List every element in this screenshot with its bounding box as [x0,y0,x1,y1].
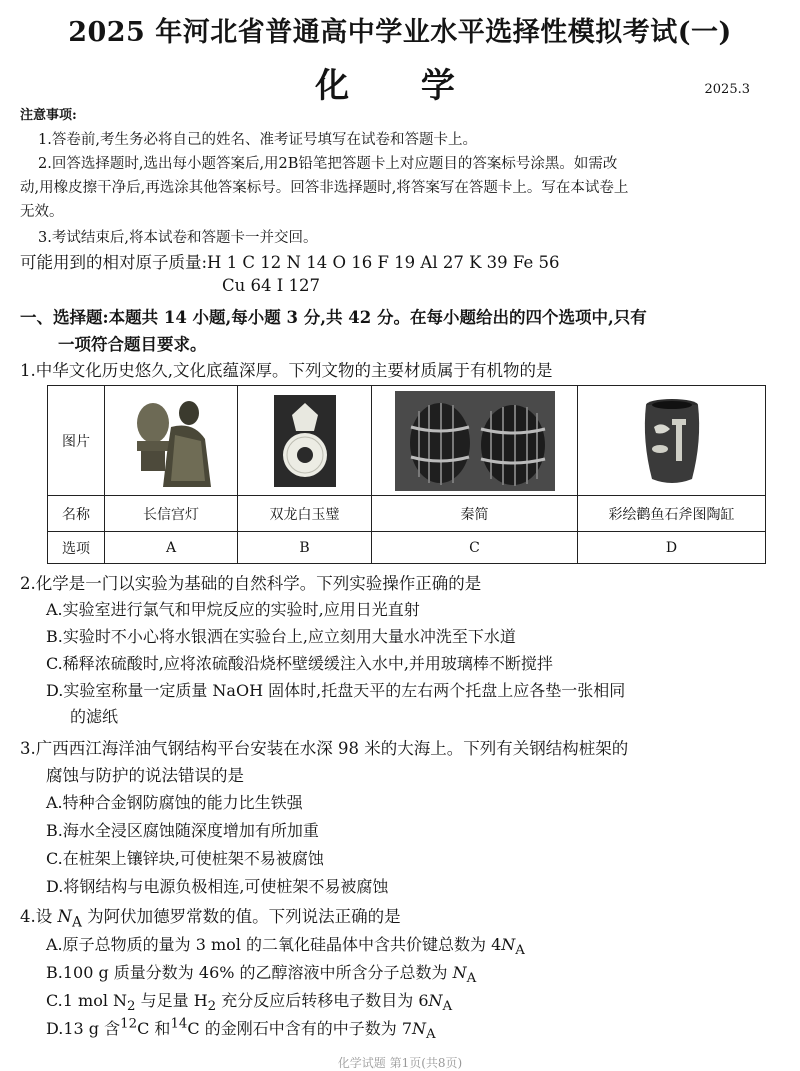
q2-option-d-line-2: 的滤纸 [70,707,119,726]
q3-option-b: B.海水全浸区腐蚀随深度增加有所加重 [46,821,319,840]
subscript-2: 2 [127,999,136,1015]
artifact-table [47,385,766,564]
note-item-2b: 动,用橡皮擦干净后,再选涂其他答案标号。回答非选择题时,将答案写在答题卡上。写在本试卷上 [20,180,629,196]
q4-option-c-pre: C.1 mol N [46,991,128,1010]
subject-title: 化 学 [315,66,485,106]
avogadro-subscript: A [515,943,525,959]
notes-heading: 注意事项: [20,108,77,123]
row-label-option: 选项 [48,532,105,564]
bamboo-slips-image [395,391,555,491]
avogadro-subscript: A [426,1027,436,1043]
q2-stem: 2.化学是一门以实验为基础的自然科学。下列实验操作正确的是 [20,574,482,593]
q4-stem-suffix: 为阿伏加德罗常数的值。下列说法正确的是 [81,907,401,926]
page-footer: 化学试题 第1页(共8页) [337,1056,463,1070]
section-heading-line-2: 一项符合题目要求。 [58,335,207,354]
q4-option-c [46,988,452,1014]
atomic-mass-line-2: Cu 64 I 127 [222,276,320,295]
row-label-image: 图片 [48,386,105,496]
image-cell-c [372,386,578,496]
note-item-1: 1.答卷前,考生务必将自己的姓名、准考证号填写在试卷和答题卡上。 [38,132,477,148]
palace-lamp-image [121,391,221,491]
section-heading-line-1: 一、选择题:本题共 14 小题,每小题 3 分,共 42 分。在每小题给出的四个选项中,只有 [20,308,647,327]
artifact-name-a: 长信宫灯 [105,496,238,532]
q3-stem-line-2: 腐蚀与防护的说法错误的是 [46,766,244,785]
note-item-3: 3.考试结束后,将本试卷和答题卡一并交回。 [38,230,318,246]
q3-option-c: C.在桩架上镶锌块,可使桩架不易被腐蚀 [46,849,324,868]
q4-option-a [46,932,525,958]
q2-option-b: B.实验时不小心将水银洒在实验台上,应立刻用大量水冲洗至下水道 [46,627,516,646]
image-cell-a [105,386,238,496]
q4-option-b [46,960,476,986]
q4-option-d [46,1016,436,1042]
option-letter-c: C [372,532,578,564]
q4-stem-prefix: 4.设 [20,907,58,926]
q4-stem [20,903,401,930]
q2-option-a: A.实验室进行氯气和甲烷反应的实验时,应用日光直射 [46,600,420,619]
option-letter-a: A [105,532,238,564]
option-letter-d: D [578,532,766,564]
avogadro-symbol: N [412,1019,427,1038]
q4-option-c-mid1: 与足量 H [135,991,208,1010]
jade-disc-image [270,391,340,491]
q2-option-c: C.稀释浓硫酸时,应将浓硫酸沿烧杯壁缓缓注入水中,并用玻璃棒不断搅拌 [46,654,553,673]
q2-option-d-line-1: D.实验室称量一定质量 NaOH 固体时,托盘天平的左右两个托盘上应各垫一张相同 [46,681,626,700]
avogadro-subscript: A [442,999,453,1015]
q4-option-c-mid2: 充分反应后转移电子数目为 6 [216,991,429,1010]
avogadro-subscript: A [466,971,477,987]
option-letter-b: B [238,532,372,564]
artifact-name-b: 双龙白玉璧 [238,496,372,532]
image-cell-b [238,386,372,496]
q3-option-d: D.将钢结构与电源负极相连,可使桩架不易被腐蚀 [46,877,389,896]
avogadro-symbol: N [428,991,443,1010]
superscript-12: 12 [120,1016,138,1032]
subscript-2: 2 [207,999,217,1015]
exam-date: 2025.3 [704,82,750,97]
exam-title: 2025 年河北省普通高中学业水平选择性模拟考试(一) [68,17,732,48]
q3-stem-line-1: 3.广西西江海洋油气钢结构平台安装在水深 98 米的大海上。下列有关钢结构桩架的 [20,739,629,758]
row-label-name: 名称 [48,496,105,532]
q4-option-b-text: B.100 g 质量分数为 46% 的乙醇溶液中所含分子总数为 [46,963,453,982]
avogadro-symbol: N [501,935,516,954]
q4-option-d-c2: C 的金刚石中含有的中子数为 7 [187,1019,413,1038]
avogadro-symbol: N [57,907,72,926]
q4-option-d-pre: D.13 g 含 [46,1019,121,1038]
painted-pottery-vat-image [632,391,712,491]
atomic-mass-line-1: 可能用到的相对原子质量:H 1 C 12 N 14 O 16 F 19 Al 27 K 39 Fe 56 [20,253,560,272]
artifact-name-c: 秦简 [372,496,578,532]
q4-option-d-c1: C 和 [137,1019,171,1038]
q4-option-a-text: A.原子总物质的量为 3 mol 的二氧化硅晶体中含共价键总数为 4 [46,935,502,954]
note-item-2c: 无效。 [20,204,64,220]
artifact-name-d: 彩绘鹳鱼石斧图陶缸 [578,496,766,532]
q3-option-a: A.特种合金钢防腐蚀的能力比生铁强 [46,793,303,812]
avogadro-subscript: A [71,914,82,931]
q1-stem: 1.中华文化历史悠久,文化底蕴深厚。下列文物的主要材质属于有机物的是 [20,361,553,380]
image-cell-d [578,386,766,496]
superscript-14: 14 [170,1016,188,1032]
note-item-2a: 2.回答选择题时,选出每小题答案后,用2B铅笔把答题卡上对应题目的答案标号涂黑。如需改 [38,156,618,172]
avogadro-symbol: N [452,963,467,982]
